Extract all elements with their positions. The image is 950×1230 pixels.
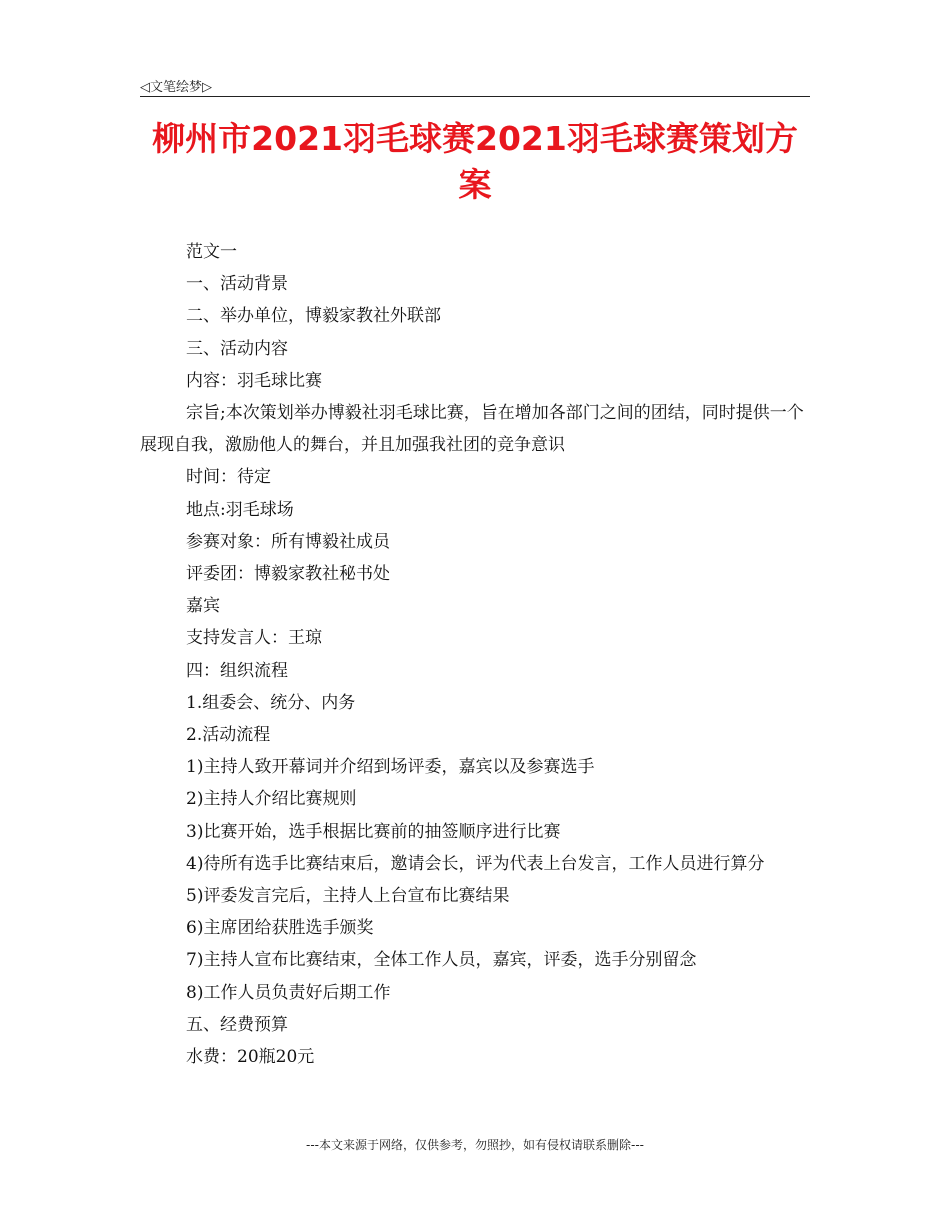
paragraph: 8)工作人员负责好后期工作 (186, 982, 391, 1003)
paragraph: 二、举办单位，博毅家教社外联部 (186, 306, 441, 327)
paragraph: 一、活动背景 (186, 274, 288, 295)
paragraph: 评委团：博毅家教社秘书处 (186, 564, 390, 585)
paragraph: 1)主持人致开幕词并介绍到场评委，嘉宾以及参赛选手 (186, 757, 595, 778)
paragraph: 五、经费预算 (186, 1014, 288, 1035)
paragraph: 2)主持人介绍比赛规则 (186, 789, 357, 810)
paragraph: 4)待所有选手比赛结束后，邀请会长，评为代表上台发言，工作人员进行算分 (186, 853, 765, 874)
paragraph: 6)主席团给获胜选手颁奖 (186, 918, 374, 939)
page-footer: ---本文来源于网络，仅供参考，勿照抄，如有侵权请联系删除--- (306, 1138, 644, 1152)
paragraph: 2.活动流程 (186, 725, 271, 746)
paragraph: 5)评委发言完后，主持人上台宣布比赛结果 (186, 886, 510, 907)
paragraph: 1.组委会、统分、内务 (186, 692, 356, 713)
paragraph: 参赛对象：所有博毅社成员 (186, 531, 390, 552)
paragraph: 宗旨;本次策划举办博毅社羽毛球比赛，旨在增加各部门之间的团结，同时提供一个展现自我，激励他人的舞台，并且加强我社团的竞争意识 (140, 403, 804, 456)
paragraph: 嘉宾 (186, 596, 220, 617)
paragraph: 3)比赛开始，选手根据比赛前的抽签顺序进行比赛 (186, 821, 561, 842)
document-title: 柳州市2021羽毛球赛2021羽毛球赛策划方案 (152, 119, 798, 204)
page-header (140, 74, 810, 97)
paragraph: 范文一 (186, 242, 237, 262)
paragraph: 地点:羽毛球场 (186, 499, 294, 520)
paragraph: 7)主持人宣布比赛结束，全体工作人员，嘉宾，评委，选手分别留念 (186, 950, 697, 971)
document-body (140, 236, 812, 1073)
paragraph: 水费：20瓶20元 (186, 1047, 315, 1068)
paragraph: 三、活动内容 (186, 338, 288, 359)
header-brand: ◁文笔绘梦▷ (140, 80, 212, 95)
paragraph: 时间：待定 (186, 467, 271, 488)
paragraph: 四：组织流程 (186, 660, 288, 681)
paragraph: 支持发言人：王琼 (186, 628, 322, 649)
paragraph: 内容：羽毛球比赛 (186, 370, 322, 391)
